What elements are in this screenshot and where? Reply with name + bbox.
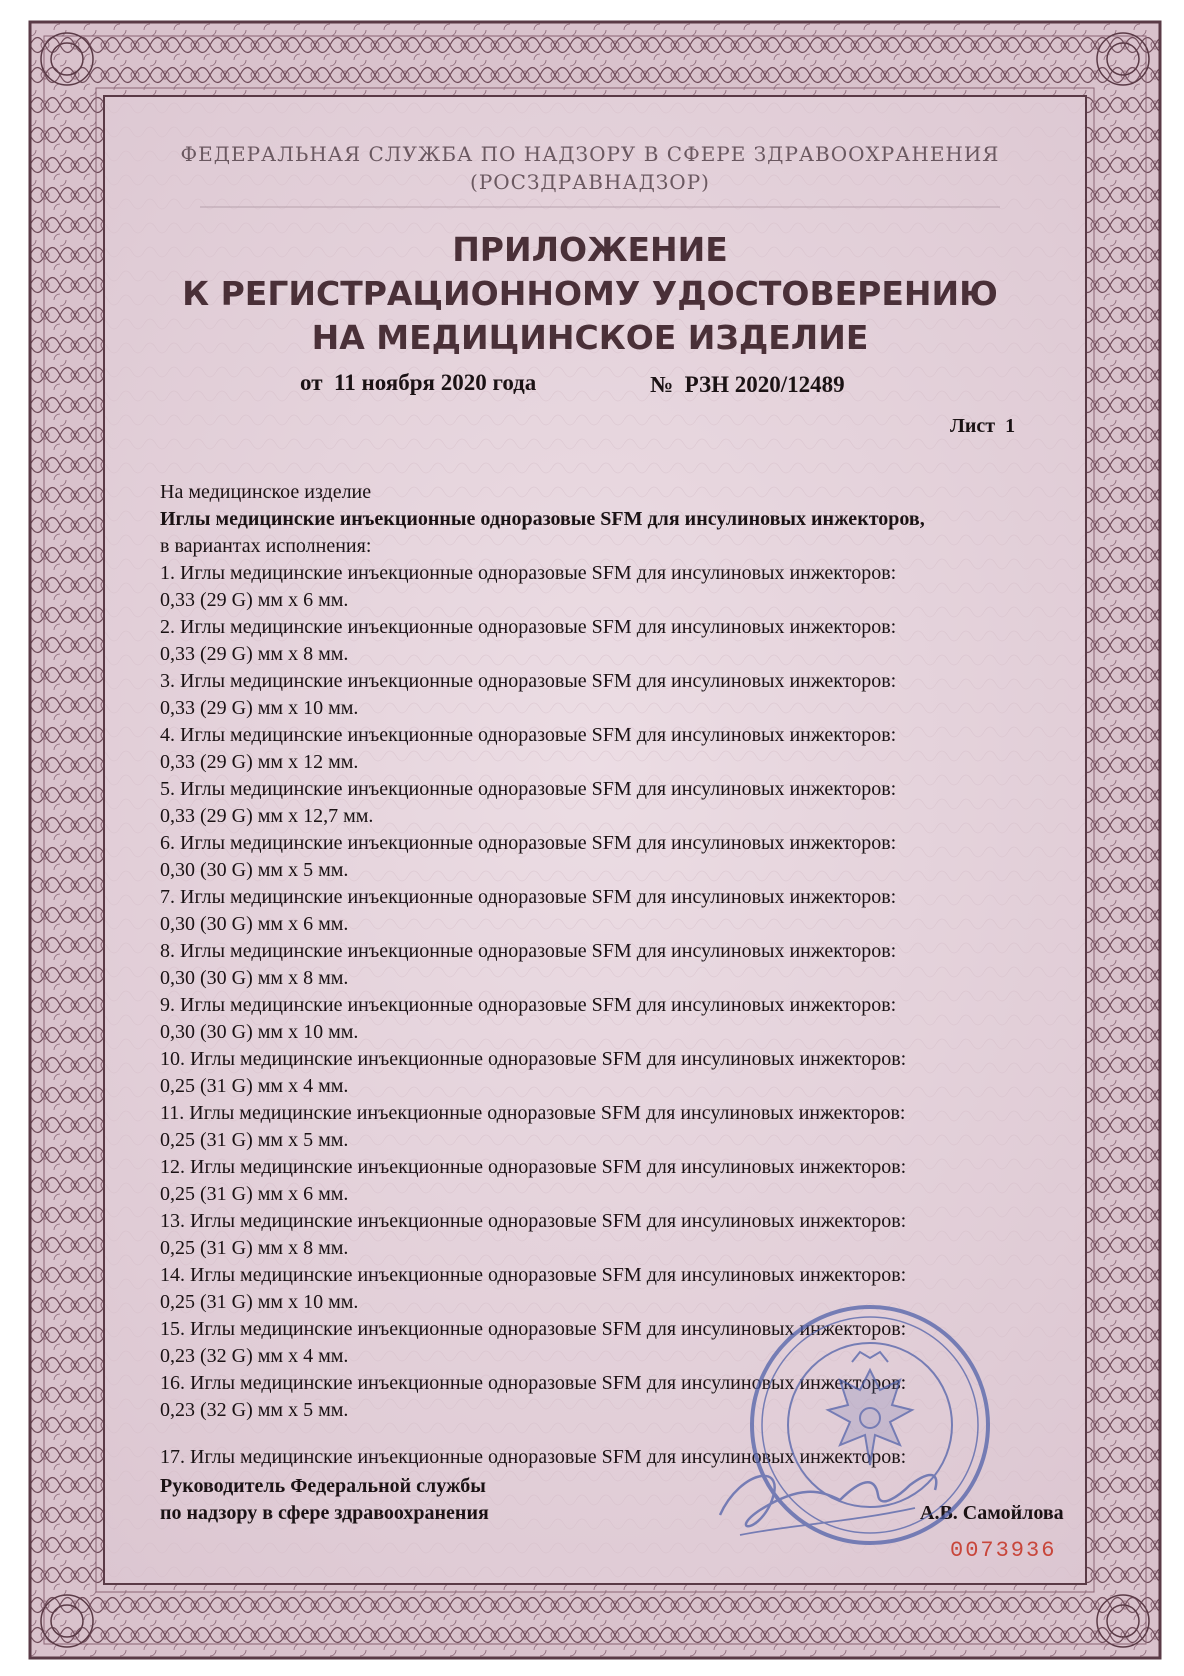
agency-abbreviation: (РОСЗДРАВНАДЗОР) [470,170,710,194]
list-item [160,992,1080,1046]
issue-date: от 11 ноября 2020 года [300,370,537,395]
list-item-title: 1. Иглы медицинские инъекционные одноразовые SFM для инсулиновых инжекторов: [160,562,897,584]
list-item-size: 0,23 (32 G) мм x 5 мм. [160,1399,349,1421]
list-item-title: 11. Иглы медицинские инъекционные одноразовые SFM для инсулиновых инжекторов: [160,1102,906,1124]
agency-name: ФЕДЕРАЛЬНАЯ СЛУЖБА ПО НАДЗОРУ В СФЕРЕ ЗДРАВООХРАНЕНИЯ [180,142,1000,166]
sheet-number: Лист 1 [950,415,1016,437]
list-item-title: 16. Иглы медицинские инъекционные одноразовые SFM для инсулиновых инжекторов: [160,1372,907,1394]
list-item [160,1208,1080,1262]
list-item [160,1154,1080,1208]
document-title: ПРИЛОЖЕНИЕ [452,230,728,269]
variants-list [160,560,1080,1424]
list-item-size: 0,33 (29 G) мм x 8 мм. [160,643,349,665]
list-item [160,614,1080,668]
variants-label: в вариантах исполнения: [160,535,372,557]
list-item-size: 0,25 (31 G) мм x 8 мм. [160,1237,349,1259]
list-item [160,1100,1080,1154]
list-item [160,668,1080,722]
list-item-title: 13. Иглы медицинские инъекционные одноразовые SFM для инсулиновых инжекторов: [160,1210,907,1232]
list-item-title: 6. Иглы медицинские инъекционные одноразовые SFM для инсулиновых инжекторов: [160,832,897,854]
list-item-size: 0,25 (31 G) мм x 6 мм. [160,1183,349,1205]
list-item-size: 0,30 (30 G) мм x 8 мм. [160,967,349,989]
list-item-title: 2. Иглы медицинские инъекционные одноразовые SFM для инсулиновых инжекторов: [160,616,897,638]
document-subtitle-1: К РЕГИСТРАЦИОННОМУ УДОСТОВЕРЕНИЮ [182,274,998,313]
list-item-size: 0,30 (30 G) мм x 6 мм. [160,913,349,935]
list-item-size: 0,25 (31 G) мм x 4 мм. [160,1075,349,1097]
list-item-size: 0,33 (29 G) мм x 12,7 мм. [160,805,374,827]
list-item-title: 3. Иглы медицинские инъекционные одноразовые SFM для инсулиновых инжекторов: [160,670,897,692]
list-item-size: 0,30 (30 G) мм x 5 мм. [160,859,349,881]
serial-number: 0073936 [950,1538,1057,1563]
list-item-title: 14. Иглы медицинские инъекционные одноразовые SFM для инсулиновых инжекторов: [160,1264,907,1286]
signatory-title-line1: Руководитель Федеральной службы [160,1475,486,1497]
list-item [160,884,1080,938]
intro-line: На медицинское изделие [160,481,372,503]
list-item-title: 10. Иглы медицинские инъекционные одноразовые SFM для инсулиновых инжекторов: [160,1048,907,1070]
list-item [160,938,1080,992]
list-item-size: 0,25 (31 G) мм x 10 мм. [160,1291,359,1313]
document-subtitle-2: НА МЕДИЦИНСКОЕ ИЗДЕЛИЕ [311,318,869,357]
product-name: Иглы медицинские инъекционные одноразовые SFM для инсулиновых инжекторов, [160,508,925,530]
list-item [160,1046,1080,1100]
list-item-title: 7. Иглы медицинские инъекционные одноразовые SFM для инсулиновых инжекторов: [160,886,897,908]
list-item-title: 9. Иглы медицинские инъекционные одноразовые SFM для инсулиновых инжекторов: [160,994,897,1016]
list-item-last: 17. Иглы медицинские инъекционные одноразовые SFM для инсулиновых инжекторов: [160,1446,907,1468]
list-item-title: 4. Иглы медицинские инъекционные одноразовые SFM для инсулиновых инжекторов: [160,724,897,746]
signatory-name: А.В. Самойлова [920,1502,1064,1524]
list-item-title: 15. Иглы медицинские инъекционные одноразовые SFM для инсулиновых инжекторов: [160,1318,907,1340]
list-item [160,776,1080,830]
list-item-title: 12. Иглы медицинские инъекционные одноразовые SFM для инсулиновых инжекторов: [160,1156,907,1178]
list-item-title: 5. Иглы медицинские инъекционные одноразовые SFM для инсулиновых инжекторов: [160,778,897,800]
list-item [160,560,1080,614]
list-item-size: 0,25 (31 G) мм x 5 мм. [160,1129,349,1151]
list-item-size: 0,23 (32 G) мм x 4 мм. [160,1345,349,1367]
list-item-size: 0,30 (30 G) мм x 10 мм. [160,1021,359,1043]
list-item-size: 0,33 (29 G) мм x 12 мм. [160,751,359,773]
list-item [160,722,1080,776]
list-item-size: 0,33 (29 G) мм x 6 мм. [160,589,349,611]
list-item [160,830,1080,884]
signatory-title-line2: по надзору в сфере здравоохранения [160,1502,489,1524]
list-item-size: 0,33 (29 G) мм x 10 мм. [160,697,359,719]
registration-number: № РЗН 2020/12489 [650,372,845,397]
list-item-title: 8. Иглы медицинские инъекционные одноразовые SFM для инсулиновых инжекторов: [160,940,897,962]
